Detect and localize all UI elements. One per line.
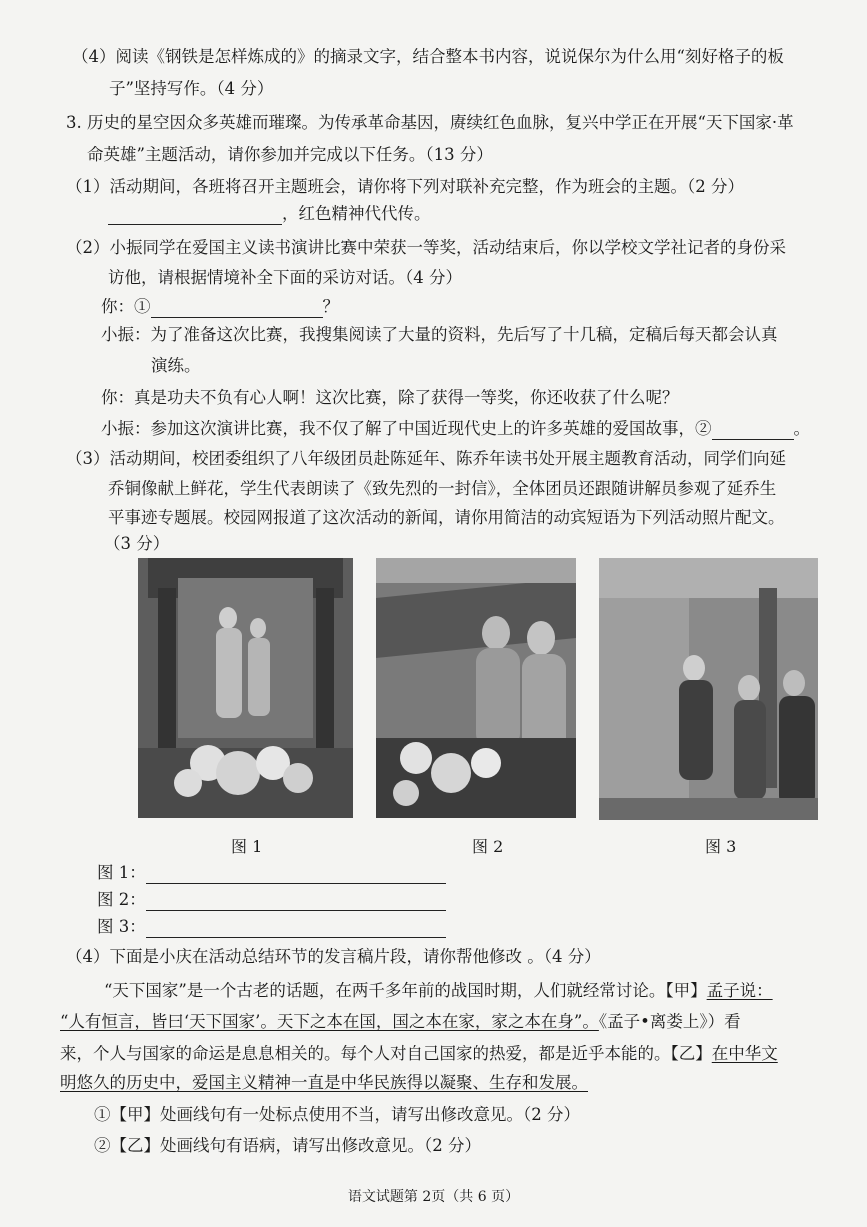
photo-1 xyxy=(138,558,353,818)
interview-xz2 xyxy=(101,418,810,440)
para-line3 xyxy=(60,1043,778,1065)
underlined-yi-1: 在中华文 xyxy=(711,1044,778,1063)
photo-answer-3 xyxy=(97,916,446,938)
photo-answer-1 xyxy=(97,862,446,884)
couplet-blank[interactable] xyxy=(108,206,282,225)
xz2-end: 。 xyxy=(793,419,810,438)
answer-label-2: 图 2： xyxy=(97,890,146,909)
para-line1 xyxy=(104,980,773,1002)
sub-question-1: ①【甲】处画线句有一处标点使用不当，请写出修改意见。（2 分） xyxy=(94,1105,580,1124)
underlined-jia-1: 孟子说： xyxy=(706,981,773,1000)
q2-4-line2: 子”坚持写作。（4 分） xyxy=(109,79,274,98)
interview-xz1-line2: 演练。 xyxy=(151,356,201,375)
sub-question-2: ②【乙】处画线句有语病，请写出修改意见。（2 分） xyxy=(94,1136,481,1155)
caption-1: 图 1 xyxy=(231,837,263,856)
para-line3-text: 来，个人与国家的命运是息息相关的。每个人对自己国家的热爱，都是近乎本能的。【乙】 xyxy=(60,1044,712,1063)
answer-label-1: 图 1： xyxy=(97,863,146,882)
answer-blank-2[interactable] xyxy=(712,421,794,440)
interview-you2: 你：真是功夫不负有心人啊！这次比赛，除了获得一等奖，你还收获了什么呢？ xyxy=(101,388,679,407)
caption-2: 图 2 xyxy=(472,837,504,856)
para-line4 xyxy=(60,1072,588,1094)
q3-4-intro: （4）下面是小庆在活动总结环节的发言稿片段，请你帮他修改 。（4 分） xyxy=(66,947,601,966)
answer-blank-1[interactable] xyxy=(151,299,323,318)
interview-you1 xyxy=(101,296,339,318)
q3-line1: 3. 历史的星空因众多英雄而璀璨。为传承革命基因，赓续红色血脉，复兴中学正在开展“天下国家·革 xyxy=(66,113,794,132)
photo-3 xyxy=(599,558,818,820)
q3-1-couplet xyxy=(108,203,431,225)
photo-2 xyxy=(376,558,576,818)
q3-3-line3: 平事迹专题展。校园网报道了这次活动的新闻，请你用简洁的动宾短语为下列活动照片配文。 xyxy=(108,508,785,527)
q3-2-line2: 访他，请根据情境补全下面的采访对话。（4 分） xyxy=(108,268,462,287)
photo-answer-2 xyxy=(97,889,446,911)
answer-label-3: 图 3： xyxy=(97,917,146,936)
q3-1-text: （1）活动期间，各班将召开主题班会，请你将下列对联补充完整，作为班会的主题。（2 分） xyxy=(66,177,744,196)
para-line2-rest: 《孟子•离娄上》）看 xyxy=(598,1012,741,1031)
underlined-yi-2: 明悠久的历史中，爱国主义精神一直是中华民族得以凝聚、生存和发展。 xyxy=(60,1073,588,1092)
you1-prefix: 你：① xyxy=(101,297,151,316)
q3-2-line1: （2）小振同学在爱国主义读书演讲比赛中荣获一等奖，活动结束后，你以学校文学社记者的身份采 xyxy=(66,238,786,257)
q3-3-line2: 乔铜像献上鲜花，学生代表朗读了《致先烈的一封信》，全体团员还跟随讲解员参观了延乔生 xyxy=(108,479,777,498)
para-line2 xyxy=(60,1011,741,1033)
couplet-suffix: ，红色精神代代传。 xyxy=(282,204,431,223)
photo-answer-blank-1[interactable] xyxy=(146,865,446,884)
caption-3: 图 3 xyxy=(705,837,737,856)
page-footer: 语文试题第 2页（共 6 页） xyxy=(347,1189,520,1205)
photo-answer-blank-3[interactable] xyxy=(146,919,446,938)
underlined-jia-2: “人有恒言，皆曰‘天下国家’。天下之本在国，国之本在家，家之本在身”。 xyxy=(60,1012,599,1031)
q3-3-line4: （3 分） xyxy=(104,534,170,553)
photo-answer-blank-2[interactable] xyxy=(146,892,446,911)
xz2-text: 小振：参加这次演讲比赛，我不仅了解了中国近现代史上的许多英雄的爱国故事，② xyxy=(101,419,712,438)
q3-line2: 命英雄”主题活动，请你参加并完成以下任务。（13 分） xyxy=(87,145,493,164)
q2-4-line1: （4）阅读《钢铁是怎样炼成的》的摘录文字，结合整本书内容，说说保尔为什么用“刻好格子的板 xyxy=(72,47,784,66)
interview-xz1-line1: 小振：为了准备这次比赛，我搜集阅读了大量的资料，先后写了十几稿，定稿后每天都会认真 xyxy=(101,325,778,344)
you1-suffix: ？ xyxy=(322,297,339,316)
q3-3-line1: （3）活动期间，校团委组织了八年级团员赴陈延年、陈乔年读书处开展主题教育活动，同学们向延 xyxy=(66,449,786,468)
para-line1-text: “天下国家”是一个古老的话题，在两千多年前的战国时期，人们就经常讨论。【甲】 xyxy=(104,981,707,1000)
